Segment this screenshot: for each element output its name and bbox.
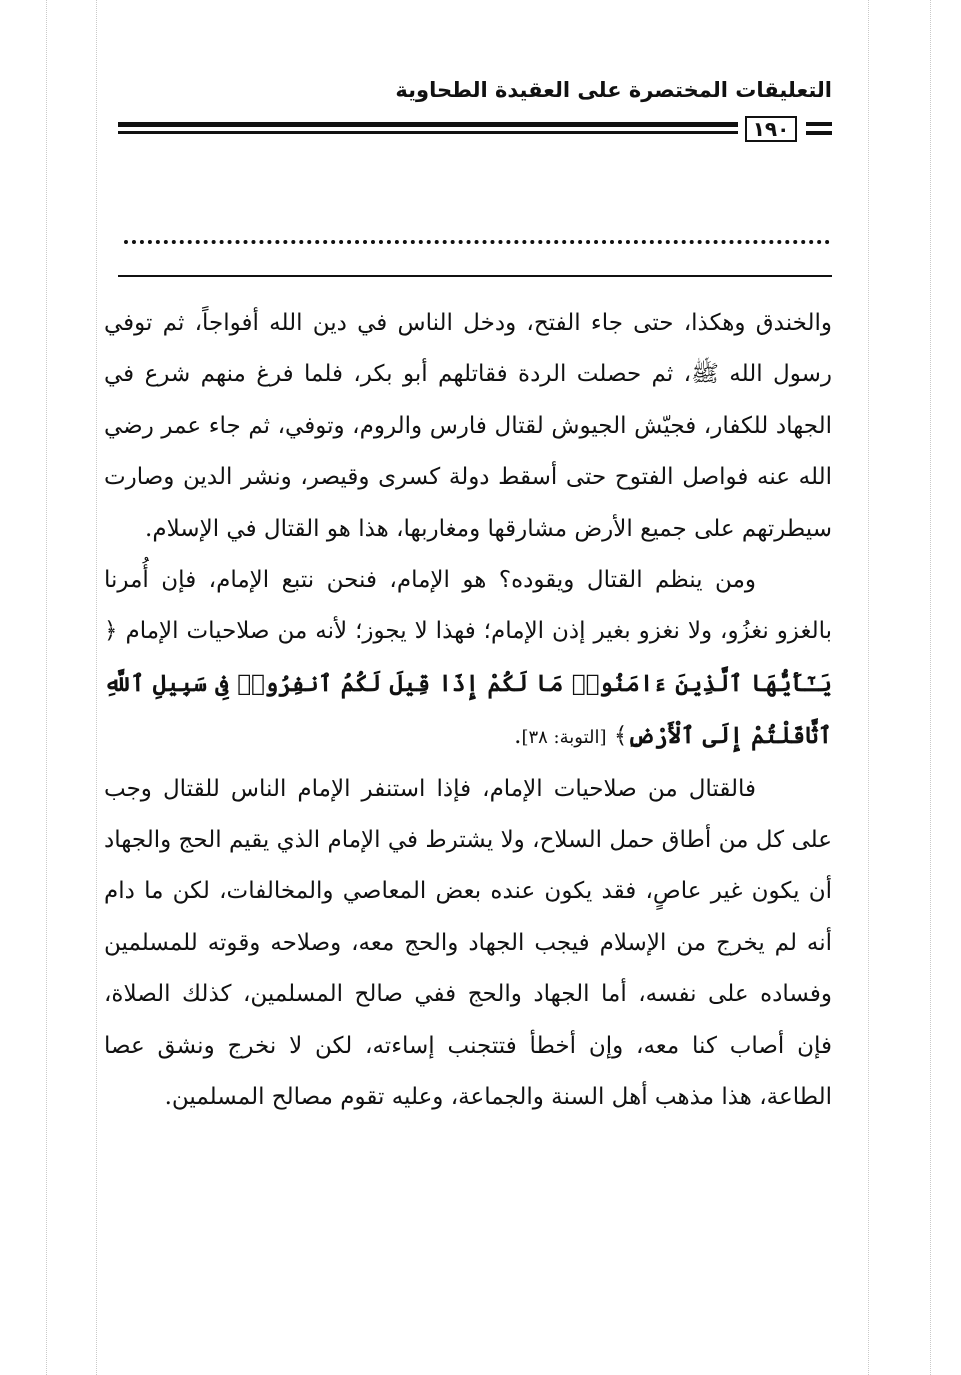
scan-artifact-line (868, 0, 869, 1375)
page-number-ornament (806, 131, 832, 135)
verse-open-bracket: ﴿ (104, 618, 118, 645)
verse-close-bracket: ﴾ (613, 723, 628, 750)
scan-artifact-line (930, 0, 931, 1375)
solid-separator (118, 275, 832, 277)
header-rule-thick (118, 122, 738, 127)
paragraph: فالقتال من صلاحيات الإمام، فإذا استنفر الإمام الناس للقتال وجب على كل من أطاق حمل السلاح، ولا يشترط في الإمام الذي يقيم الحج والجهاد أن يكون غير عاصٍ، فقد يكون عنده بعض المعاصي والمخالفات، لكن ما دام أنه لم يخرج من الإسلام فيجب الجهاد والحج معه، وصلاحه وقوته للمسلمين وفساده على نفسه، أما الجهاد والحج ففي صالح المسلمين، كذلك الصلاة، فإن أصاب كنا معه، وإن أخطأ فتتجنب إساءته، لكن لا نخرج ونشق عصا الطاعة، هذا مذهب أهل السنة والجماعة، وعليه تقوم مصالح المسلمين. (104, 775, 832, 1111)
paragraph-text: ومن ينظم القتال ويقوده؟ هو الإمام، فنحن نتبع الإمام، فإن أُمرنا بالغزو نغزُو، ولا نغزو بغير إذن الإمام؛ فهذا لا يجوز؛ لأنه من صلاحيات الإمام (104, 567, 833, 645)
scan-artifact-line (96, 0, 97, 1375)
scan-artifact-line (46, 0, 47, 1375)
header-rule-thin (118, 131, 738, 134)
paragraph: والخندق وهكذا، حتى جاء الفتح، ودخل الناس في دين الله أفواجاً، ثم توفي رسول الله ﷺ، ثم حصلت الردة فقاتلهم أبو بكر، فلما فرغ منهم شرع في الجهاد للكفار، فجيّش الجيوش لقتال فارس والروم، وتوفي، ثم جاء عمر رضي الله عنه فواصل الفتوح حتى أسقط دولة كسرى وقيصر، ونشر الدين وصارت سيطرتهم على جميع الأرض مشارقها ومغاربها، هذا هو القتال في الإسلام. (104, 310, 832, 542)
running-header-title: التعليقات المختصرة على العقيدة الطحاوية (395, 78, 832, 102)
page-number-ornament (806, 122, 832, 126)
paragraph (104, 555, 832, 764)
dotted-separator (124, 240, 830, 244)
paragraph-end: . (514, 723, 522, 750)
quran-verse: يَـٰٓأَيُّهَا ٱلَّذِينَ ءَامَنُوا۟ مَا لَكُمْ إِذَا قِيلَ لَكُمُ ٱنفِرُوا۟ فِى سَبِيلِ ٱللَّهِ ٱثَّاقَلْتُمْ إِلَى ٱلْأَرْضِ (104, 669, 832, 750)
page-number: ١٩٠ (745, 116, 797, 142)
main-text (104, 298, 832, 1124)
verse-reference: [التوبة: ٣٨] (521, 727, 607, 749)
